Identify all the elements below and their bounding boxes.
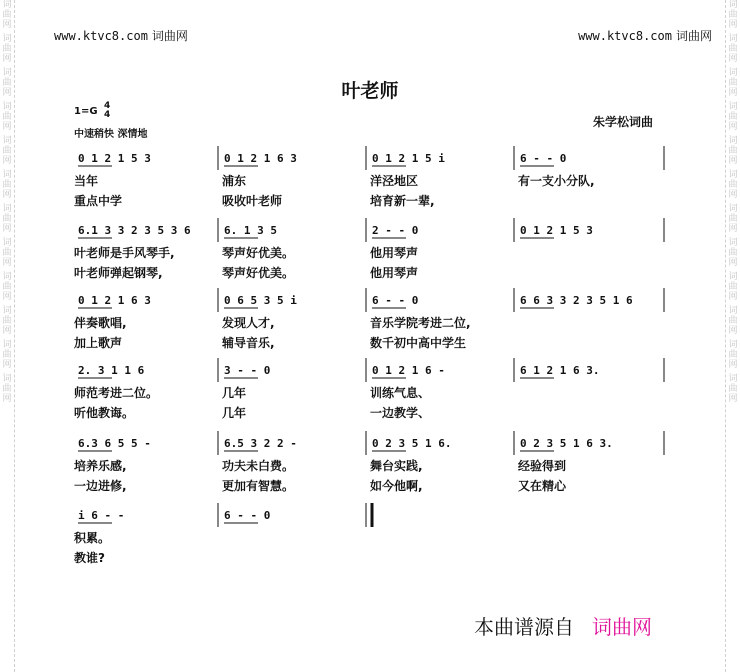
watermark-char: 曲 bbox=[2, 44, 12, 54]
measure-notes: 0 1 2 1 6 - bbox=[372, 364, 445, 377]
watermark-char: 曲 bbox=[728, 180, 738, 190]
time-bottom: 4 bbox=[104, 110, 111, 120]
watermark-char: 网 bbox=[2, 292, 12, 302]
measure-notes: 6 6 3 3 2 3 5 1 6 bbox=[520, 294, 633, 307]
lyric-segment: 伴奏歌唱, bbox=[74, 316, 127, 330]
watermark-char: 曲 bbox=[2, 112, 12, 122]
measure-notes: 0 1 2 1 5 i bbox=[372, 152, 445, 165]
watermark-char: 网 bbox=[2, 326, 12, 336]
watermark-char: 曲 bbox=[728, 282, 738, 292]
measure-notes: 6 - - 0 bbox=[372, 294, 419, 307]
watermark-char: 词 bbox=[728, 136, 738, 146]
lyric-segment: 浦东 bbox=[222, 174, 247, 188]
measure-notes: 0 6 5 3 5 i bbox=[224, 294, 297, 307]
lyric-segment: 重点中学 bbox=[74, 194, 123, 208]
footer-source bbox=[474, 611, 652, 640]
measure-notes: 6 - - 0 bbox=[520, 152, 567, 165]
watermark-char: 曲 bbox=[2, 146, 12, 156]
lyric-segment: 听他教诲。 bbox=[74, 406, 135, 420]
lyric-segment: 经验得到 bbox=[518, 459, 567, 473]
watermark-char: 词 bbox=[2, 170, 12, 180]
watermark-char: 网 bbox=[2, 190, 12, 200]
watermark-char: 网 bbox=[2, 394, 12, 404]
brand-link[interactable]: 词曲网 bbox=[592, 615, 652, 639]
measure-notes: 0 2 3 5 1 6 3. bbox=[520, 437, 613, 450]
measure-notes: i 6 - - bbox=[78, 509, 125, 522]
watermark-char: 网 bbox=[728, 122, 738, 132]
watermark-char: 网 bbox=[2, 20, 12, 30]
watermark-char: 词 bbox=[2, 0, 12, 10]
watermark-char: 曲 bbox=[728, 248, 738, 258]
measure-notes: 6 1 2 1 6 3. bbox=[520, 364, 600, 377]
watermark-char: 词 bbox=[728, 272, 738, 282]
watermark-char: 词 bbox=[2, 374, 12, 384]
watermark-char: 网 bbox=[728, 326, 738, 336]
watermark-char: 曲 bbox=[2, 316, 12, 326]
watermark-char: 曲 bbox=[2, 350, 12, 360]
watermark-char: 曲 bbox=[2, 248, 12, 258]
lyric-segment: 音乐学院考进二位, bbox=[370, 316, 471, 330]
measure-notes: 0 1 2 1 6 3 bbox=[78, 294, 151, 307]
lyric-segment: 吸收叶老师 bbox=[222, 194, 283, 208]
watermark-char: 曲 bbox=[728, 316, 738, 326]
measure-notes: 2 - - 0 bbox=[372, 224, 419, 237]
lyric-segment: 如今他啊, bbox=[370, 479, 423, 493]
watermark-char: 网 bbox=[728, 190, 738, 200]
watermark-char: 曲 bbox=[2, 282, 12, 292]
measure-notes: 3 - - 0 bbox=[224, 364, 271, 377]
site-url[interactable]: www.ktvc8.com bbox=[54, 29, 148, 43]
site-url[interactable]: www.ktvc8.com bbox=[578, 29, 672, 43]
watermark-char: 网 bbox=[728, 156, 738, 166]
watermark-char: 曲 bbox=[728, 350, 738, 360]
watermark-char: 网 bbox=[728, 258, 738, 268]
lyric-segment: 有一支小分队, bbox=[518, 174, 595, 188]
lyric-segment: 一边教学、 bbox=[370, 406, 431, 420]
watermark-char: 词 bbox=[2, 340, 12, 350]
lyric-segment: 他用琴声 bbox=[370, 246, 419, 260]
watermark-char: 网 bbox=[2, 360, 12, 370]
watermark-char: 词 bbox=[728, 68, 738, 78]
watermark-char: 词 bbox=[2, 68, 12, 78]
lyric-segment: 洋泾地区 bbox=[370, 174, 419, 188]
lyric-segment: 几年 bbox=[222, 386, 247, 400]
watermark-char: 词 bbox=[728, 306, 738, 316]
watermark-char: 曲 bbox=[2, 180, 12, 190]
watermark-char: 词 bbox=[728, 34, 738, 44]
watermark-char: 网 bbox=[2, 224, 12, 234]
watermark-char: 网 bbox=[2, 54, 12, 64]
lyric-segment: 积累。 bbox=[74, 531, 111, 545]
song-author: 朱学松词曲 bbox=[593, 115, 654, 129]
watermark-char: 词 bbox=[2, 272, 12, 282]
watermark-char: 词 bbox=[2, 102, 12, 112]
site-name[interactable]: 词曲网 bbox=[675, 29, 712, 43]
lyric-segment: 他用琴声 bbox=[370, 266, 419, 280]
measure-notes: 6 - - 0 bbox=[224, 509, 271, 522]
watermark-char: 网 bbox=[2, 122, 12, 132]
lyric-segment: 叶老师是手风琴手, bbox=[74, 246, 175, 260]
watermark-char: 网 bbox=[2, 156, 12, 166]
measure-notes: 2. 3 1 1 6 bbox=[78, 364, 145, 377]
lyric-segment: 又在精心 bbox=[518, 479, 567, 493]
measure-notes: 6. 1 3 5 bbox=[224, 224, 277, 237]
lyric-segment: 当年 bbox=[74, 174, 99, 188]
lyric-segment: 一边进修, bbox=[74, 479, 127, 493]
measure-notes: 0 2 3 5 1 6. bbox=[372, 437, 452, 450]
measure-notes: 6.5 3 2 2 - bbox=[224, 437, 297, 450]
watermark-char: 词 bbox=[2, 204, 12, 214]
lyric-segment: 更加有智慧。 bbox=[222, 479, 295, 493]
measure-notes: 0 1 2 1 5 3 bbox=[78, 152, 151, 165]
watermark-char: 词 bbox=[728, 238, 738, 248]
watermark-char: 网 bbox=[728, 360, 738, 370]
lyric-segment: 数千初中高中学生 bbox=[370, 336, 467, 350]
measure-notes: 0 1 2 1 5 3 bbox=[520, 224, 593, 237]
watermark-char: 曲 bbox=[728, 214, 738, 224]
key-prefix: 1=G bbox=[74, 106, 98, 117]
watermark-char: 曲 bbox=[728, 146, 738, 156]
measure-notes: 6.3 6 5 5 - bbox=[78, 437, 151, 450]
lyric-segment: 教谁? bbox=[74, 551, 105, 565]
lyric-segment: 发现人才, bbox=[222, 316, 275, 330]
watermark-char: 网 bbox=[728, 54, 738, 64]
watermark-char: 曲 bbox=[2, 78, 12, 88]
watermark-char: 曲 bbox=[728, 384, 738, 394]
lyric-segment: 叶老师弹起钢琴, bbox=[74, 266, 163, 280]
lyric-segment: 几年 bbox=[222, 406, 247, 420]
watermark-char: 曲 bbox=[2, 384, 12, 394]
watermark-char: 曲 bbox=[728, 44, 738, 54]
lyric-segment: 培养乐感, bbox=[74, 459, 127, 473]
source-label: 本曲谱源自 bbox=[474, 615, 574, 639]
watermark-char: 网 bbox=[728, 292, 738, 302]
watermark-char: 网 bbox=[728, 394, 738, 404]
tempo-marking: 中速稍快 深情地 bbox=[74, 129, 148, 140]
watermark-char: 词 bbox=[728, 102, 738, 112]
watermark-char: 词 bbox=[2, 34, 12, 44]
measure-notes: 0 1 2 1 6 3 bbox=[224, 152, 297, 165]
watermark-char: 网 bbox=[2, 258, 12, 268]
watermark-char: 网 bbox=[2, 88, 12, 98]
song-title: 叶老师 bbox=[341, 80, 399, 102]
watermark-char: 词 bbox=[2, 306, 12, 316]
watermark-char: 曲 bbox=[2, 214, 12, 224]
watermark-char: 词 bbox=[728, 340, 738, 350]
watermark-char: 词 bbox=[2, 238, 12, 248]
watermark-char: 曲 bbox=[728, 78, 738, 88]
lyric-segment: 训练气息、 bbox=[370, 386, 431, 400]
lyric-segment: 琴声好优美。 bbox=[222, 246, 295, 260]
watermark-char: 网 bbox=[728, 88, 738, 98]
watermark-char: 词 bbox=[728, 204, 738, 214]
time-top: 4 bbox=[104, 101, 111, 111]
watermark-char: 网 bbox=[728, 224, 738, 234]
lyric-segment: 师范考进二位。 bbox=[74, 386, 159, 400]
lyric-segment: 舞台实践, bbox=[370, 459, 423, 473]
watermark-char: 词 bbox=[728, 374, 738, 384]
watermark-char: 曲 bbox=[728, 112, 738, 122]
site-name[interactable]: 词曲网 bbox=[151, 29, 188, 43]
measure-notes: 6.1 3 3 2 3 5 3 6 bbox=[78, 224, 191, 237]
lyric-segment: 培育新一辈, bbox=[370, 194, 435, 208]
lyric-segment: 加上歌声 bbox=[74, 336, 123, 350]
watermark-char: 曲 bbox=[2, 10, 12, 20]
watermark-char: 词 bbox=[728, 0, 738, 10]
lyric-segment: 功夫未白费。 bbox=[222, 459, 295, 473]
watermark-char: 网 bbox=[728, 20, 738, 30]
lyric-segment: 琴声好优美。 bbox=[222, 266, 295, 280]
watermark-char: 词 bbox=[2, 136, 12, 146]
watermark-char: 曲 bbox=[728, 10, 738, 20]
watermark-char: 词 bbox=[728, 170, 738, 180]
lyric-segment: 辅导音乐, bbox=[222, 336, 275, 350]
